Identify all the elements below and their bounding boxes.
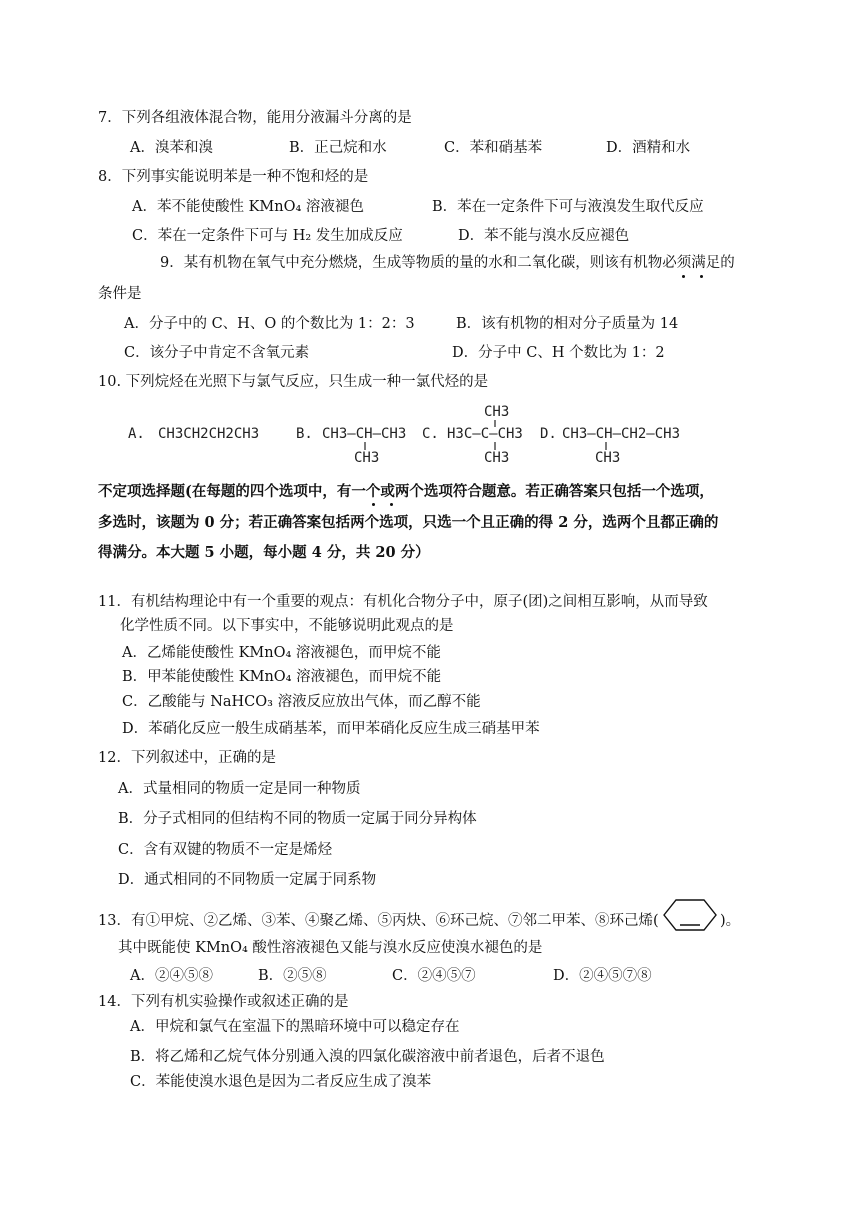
q12-option-b: B．分子式相同的但结构不同的物质一定属于同分异构体: [118, 811, 477, 827]
emphasis-dot: [700, 275, 703, 278]
emphasis-dot: [682, 275, 685, 278]
q9-option-d: D．分子中 C、H 个数比为 1：2: [452, 345, 665, 361]
emphasis-dot: [372, 503, 375, 506]
q14-stem: 14．下列有机实验操作或叙述正确的是: [98, 994, 349, 1010]
q10-formula-b: CH3—CH—CH3: [322, 426, 407, 442]
section-instructions-line-2: 多选时，该题为 0 分；若正确答案包括两个选项，只选一个且正确的得 2 分，选两个且都正确的: [98, 514, 719, 531]
q13-option-a: A．②④⑤⑧: [130, 968, 213, 984]
q9-stem: 9．某有机物在氧气中充分燃烧，生成等物质的量的水和二氧化碳，则该有机物必须满足的: [160, 255, 735, 271]
q7-option-d: D．酒精和水: [606, 140, 691, 156]
q11-option-b: B．甲苯能使酸性 KMnO₄ 溶液褪色，而甲烷不能: [122, 669, 442, 685]
q10-formula-c-bottom: CH3: [484, 450, 510, 466]
q12-stem: 12．下列叙述中，正确的是: [98, 750, 276, 766]
q8-option-d: D．苯不能与溴水反应褪色: [458, 228, 630, 244]
q10-structural-formulas: [0, 398, 860, 468]
section-instructions-line-3: 得满分。本大题 5 小题，每小题 4 分，共 20 分）: [98, 544, 430, 561]
q13-stem-end: )。: [720, 913, 741, 929]
q9-option-b: B．该有机物的相对分子质量为 14: [456, 316, 679, 332]
q14-option-a: A．甲烷和氯气在室温下的黑暗环境中可以稳定存在: [130, 1019, 460, 1035]
q7-option-b: B．正己烷和水: [289, 140, 387, 156]
emphasis-dot: [390, 503, 393, 506]
q13-option-d: D．②④⑤⑦⑧: [553, 968, 652, 984]
q13-stem-continued: 其中既能使 KMnO₄ 酸性溶液褪色又能与溴水反应使溴水褪色的是: [118, 940, 543, 956]
q12-option-c: C．含有双键的物质不一定是烯烃: [118, 842, 333, 858]
q10-label-c: C.: [422, 426, 439, 442]
q8-option-b: B．苯在一定条件下可与液溴发生取代反应: [432, 199, 704, 215]
q8-option-a: A．苯不能使酸性 KMnO₄ 溶液褪色: [132, 199, 364, 215]
q10-label-a: A.: [128, 426, 145, 442]
q10-stem: 10. 下列烷烃在光照下与氯气反应，只生成一种一氯代烃的是: [98, 374, 489, 390]
q14-option-c: C．苯能使溴水退色是因为二者反应生成了溴苯: [130, 1074, 432, 1090]
q11-stem: 11．有机结构理论中有一个重要的观点：有机化合物分子中，原子(团)之间相互影响，从而导致: [98, 594, 708, 610]
q10-formula-d-branch: CH3: [595, 450, 621, 466]
q7-option-a: A．溴苯和溴: [130, 140, 213, 156]
q9-stem-continued: 条件是: [98, 286, 142, 302]
q9-option-c: C．该分子中肯定不含氧元素: [124, 345, 310, 361]
q7-option-c: C．苯和硝基苯: [444, 140, 543, 156]
q13-stem: 13．有①甲烷、②乙烯、③苯、④聚乙烯、⑤丙炔、⑥环己烷、⑦邻二甲苯、⑧环己烯(: [98, 913, 659, 929]
cyclohexene-structure-icon: [660, 896, 720, 934]
q10-formula-b-branch: CH3: [354, 450, 380, 466]
q12-option-a: A．式量相同的物质一定是同一种物质: [118, 781, 361, 797]
q10-label-b: B.: [296, 426, 313, 442]
q7-stem: 7．下列各组液体混合物，能用分液漏斗分离的是: [98, 110, 412, 126]
q11-stem-continued: 化学性质不同。以下事实中，不能够说明此观点的是: [120, 618, 454, 634]
q14-option-b: B．将乙烯和乙烷气体分别通入溴的四氯化碳溶液中前者退色，后者不退色: [130, 1049, 605, 1065]
q13-option-b: B．②⑤⑧: [258, 968, 327, 984]
q10-formula-a: CH3CH2CH2CH3: [158, 426, 260, 442]
section-instructions-line-1: 不定项选择题(在每题的四个选项中，有一个或两个选项符合题意。若正确答案只包括一个选项，: [98, 483, 714, 500]
q8-stem: 8．下列事实能说明苯是一种不饱和烃的是: [98, 169, 369, 185]
q10-formula-d: CH3—CH—CH2—CH3: [562, 426, 681, 442]
q10-label-d: D.: [540, 426, 557, 442]
q13-option-c: C．②④⑤⑦: [392, 968, 476, 984]
q10-formula-c-top: CH3: [484, 404, 510, 420]
q12-option-d: D．通式相同的不同物质一定属于同系物: [118, 872, 377, 888]
q8-option-c: C．苯在一定条件下可与 H₂ 发生加成反应: [132, 228, 403, 244]
q11-option-a: A．乙烯能使酸性 KMnO₄ 溶液褪色，而甲烷不能: [122, 645, 441, 661]
q11-option-c: C．乙酸能与 NaHCO₃ 溶液反应放出气体，而乙醇不能: [122, 694, 481, 710]
q10-formula-c: H3C—C—CH3: [447, 426, 523, 442]
q9-option-a: A．分子中的 C、H、O 的个数比为 1：2：3: [124, 316, 415, 332]
q11-option-d: D．苯硝化反应一般生成硝基苯，而甲苯硝化反应生成三硝基甲苯: [122, 721, 540, 737]
